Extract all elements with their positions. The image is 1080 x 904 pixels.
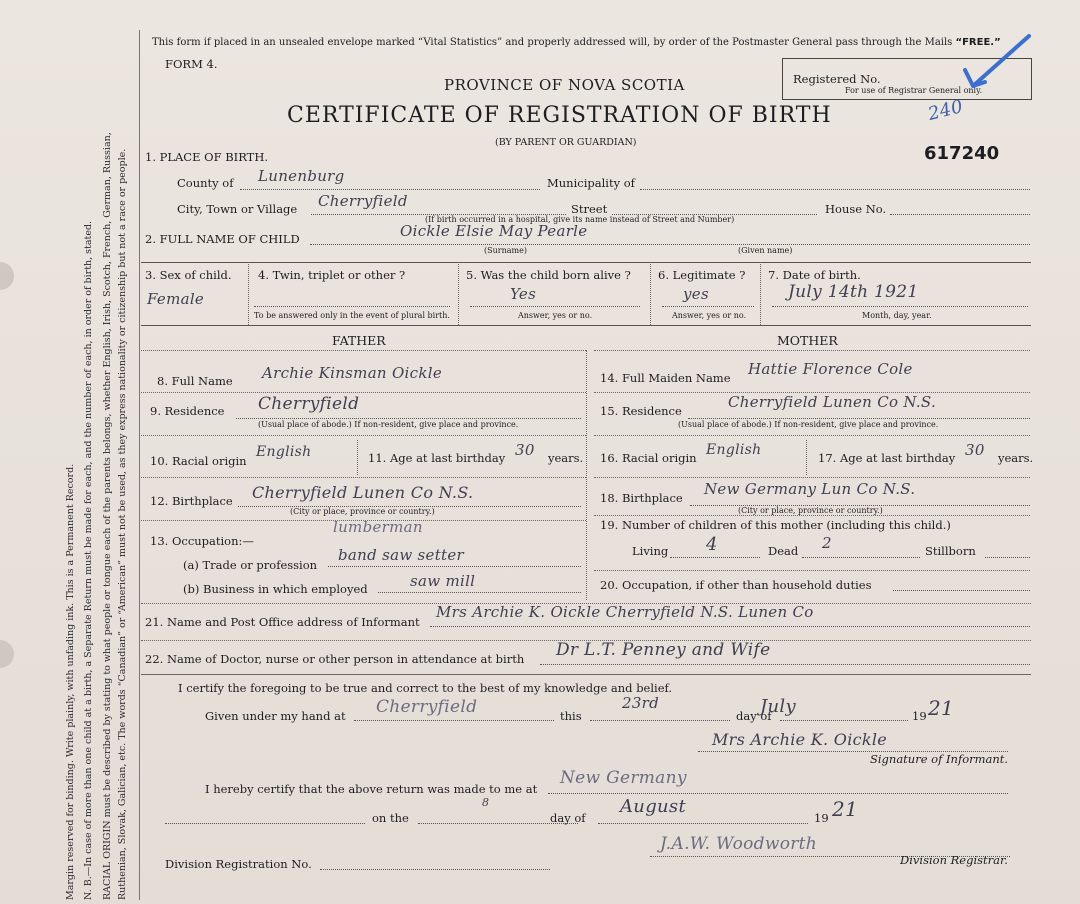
certify-statement: I certify the foregoing to be true and correct to the best of my knowledge and belief. <box>178 681 673 695</box>
q2-label: 2. FULL NAME OF CHILD <box>145 232 300 246</box>
margin-line-1: Margin reserved for binding. Write plainly, with unfading ink. This is a Permanent Record. <box>65 463 76 900</box>
mother-heading: MOTHER <box>777 333 838 348</box>
mother-age-value: 30 <box>965 441 985 459</box>
mail-notice: This form if placed in an unsealed envelope marked “Vital Statistics” and properly addressed will, by order of the Postmaster General pass through the Mails “FREE.” <box>152 37 1001 48</box>
registrar-day-of-label: day of <box>550 811 586 825</box>
living-label: Living <box>632 544 669 558</box>
q12-note: (City or place, province or country.) <box>290 507 435 516</box>
given-place-value: Cherryfield <box>376 697 478 717</box>
stillborn-label: Stillborn <box>925 544 976 558</box>
father-residence-value: Cherryfield <box>258 394 360 414</box>
municipality-label: Municipality of <box>547 176 635 190</box>
county-label: County of <box>177 176 234 190</box>
business-value: saw mill <box>410 572 476 590</box>
informant-signature: Mrs Archie K. Oickle <box>712 730 888 749</box>
dead-label: Dead <box>768 544 799 558</box>
signature-of-informant-caption: Signature of Informant. <box>870 752 1009 766</box>
q10-label: 10. Racial origin <box>150 454 247 468</box>
city-label: City, Town or Village <box>177 202 298 216</box>
street-label: Street <box>571 202 608 216</box>
dead-value: 2 <box>822 534 832 552</box>
given-year-value: 21 <box>928 696 955 720</box>
form-number: FORM 4. <box>165 57 218 71</box>
mother-residence-value: Cherryfield Lunen Co N.S. <box>728 393 937 411</box>
born-alive-value: Yes <box>510 285 537 303</box>
this-label: this <box>560 709 582 723</box>
registered-no-value: 240 <box>925 96 966 125</box>
living-value: 4 <box>706 534 718 555</box>
mother-birthplace-value: New Germany Lun Co N.S. <box>704 480 916 498</box>
q14-label: 14. Full Maiden Name <box>600 371 731 385</box>
province-heading: PROVINCE OF NOVA SCOTIA <box>444 76 685 94</box>
sex-value: Female <box>147 290 205 308</box>
margin-rule <box>139 30 140 900</box>
q5-label: 5. Was the child born alive ? <box>466 268 631 282</box>
father-heading: FATHER <box>332 333 386 348</box>
registrar-signature: J.A.W. Woodworth <box>660 834 818 854</box>
house-no-label: House No. <box>825 202 887 216</box>
q15-label: 15. Residence <box>600 404 682 418</box>
q22-label: 22. Name of Doctor, nurse or other person in attendance at birth <box>145 652 525 666</box>
q8-label: 8. Full Name <box>157 374 233 388</box>
q13-label: 13. Occupation:— <box>150 534 254 548</box>
margin-instructions <box>58 40 138 900</box>
q15-note: (Usual place of abode.) If non-resident, give place and province. <box>678 420 939 429</box>
q16-label: 16. Racial origin <box>600 451 697 465</box>
city-value: Cherryfield <box>318 192 408 210</box>
certificate-subtitle: (BY PARENT OR GUARDIAN) <box>495 137 637 148</box>
father-name-value: Archie Kinsman Oickle <box>262 364 443 382</box>
q5-note: Answer, yes or no. <box>518 311 593 320</box>
registered-no-label: Registered No. <box>793 72 881 86</box>
q4-note: To be answered only in the event of plural birth. <box>254 311 450 320</box>
father-birthplace-value: Cherryfield Lunen Co N.S. <box>252 483 474 502</box>
registrar-use-note: For use of Registrar General only. <box>845 86 983 95</box>
surname-note: (Surname) <box>484 246 527 255</box>
certificate-title: CERTIFICATE OF REGISTRATION OF BIRTH <box>287 103 832 128</box>
county-value: Lunenburg <box>258 167 345 185</box>
registrar-place-value: New Germany <box>560 768 687 788</box>
attendant-value: Dr L.T. Penney and Wife <box>556 640 771 660</box>
certificate-number: 617240 <box>924 143 1000 164</box>
registrar-year-prefix: 19 <box>814 811 829 825</box>
margin-line-3: RACIAL ORIGIN must be described by stating to what people or tongue each of the parents belongs, whether English, Irish, Scotch, French, German, Russian, <box>102 132 113 900</box>
registrar-month-value: August <box>620 796 686 817</box>
q11-label: 11. Age at last birthday <box>368 451 506 465</box>
margin-line-2: N. B.—In case of more than one child at a birth, a Separate Return must be made for each, and the number of each, in order of birth, stated. <box>83 220 94 900</box>
q20-label: 20. Occupation, if other than household duties <box>600 578 872 592</box>
trade-value: band saw setter <box>338 546 465 564</box>
q4-label: 4. Twin, triplet or other ? <box>258 268 406 282</box>
child-name-value: Oickle Elsie May Pearle <box>400 222 588 240</box>
father-age-value: 30 <box>515 441 535 459</box>
binding-hole <box>0 640 14 668</box>
margin-line-4: Ruthenian, Slovak, Galician, etc. The words “Canadian” or “American” must not be used, as they express nationality or citizenship but not a race or people. <box>117 148 128 900</box>
binding-hole <box>0 262 14 290</box>
blue-check-mark <box>955 30 1035 100</box>
q18-note: (City or place, province or country.) <box>738 506 883 515</box>
father-racial-value: English <box>256 444 312 460</box>
mother-name-value: Hattie Florence Cole <box>748 360 913 378</box>
given-under-label: Given under my hand at <box>205 709 346 723</box>
q3-label: 3. Sex of child. <box>145 268 232 282</box>
business-label: (b) Business in which employed <box>183 582 368 596</box>
q7-label: 7. Date of birth. <box>768 268 861 282</box>
day-of-label: day of <box>736 709 772 723</box>
q6-label: 6. Legitimate ? <box>658 268 746 282</box>
q6-note: Answer, yes or no. <box>672 311 747 320</box>
given-day-value: 23rd <box>622 694 660 712</box>
legitimate-value: yes <box>683 285 709 303</box>
q9-label: 9. Residence <box>150 404 225 418</box>
given-month-value: July <box>760 696 796 717</box>
division-registrar-caption: Division Registrar. <box>900 853 1008 867</box>
given-name-note: (Given name) <box>738 246 793 255</box>
father-age-unit: years. <box>548 451 584 465</box>
registrar-day-value: 8 <box>482 796 490 809</box>
q21-label: 21. Name and Post Office address of Informant <box>145 615 420 629</box>
occupation-value: lumberman <box>333 518 423 536</box>
q17-label: 17. Age at last birthday <box>818 451 956 465</box>
trade-label: (a) Trade or profession <box>183 558 318 572</box>
division-registration-label: Division Registration No. <box>165 857 312 871</box>
informant-value: Mrs Archie K. Oickle Cherryfield N.S. Lunen Co <box>436 603 814 621</box>
q12-label: 12. Birthplace <box>150 494 233 508</box>
hospital-note: (If birth occurred in a hospital, give its name instead of Street and Number) <box>425 215 735 224</box>
q9-note: (Usual place of abode.) If non-resident, give place and province. <box>258 420 519 429</box>
q7-note: Month, day, year. <box>862 311 932 320</box>
q18-label: 18. Birthplace <box>600 491 683 505</box>
registrar-year-value: 21 <box>832 797 859 821</box>
year-prefix: 19 <box>912 709 927 723</box>
birth-date-value: July 14th 1921 <box>788 282 919 302</box>
mother-racial-value: English <box>706 442 762 458</box>
mother-age-unit: years. <box>998 451 1034 465</box>
registrar-certify-statement: I hereby certify that the above return was made to me at <box>205 782 538 796</box>
q19-label: 19. Number of children of this mother (including this child.) <box>600 518 951 532</box>
on-the-label: on the <box>372 811 409 825</box>
q1-label: 1. PLACE OF BIRTH. <box>145 150 269 164</box>
